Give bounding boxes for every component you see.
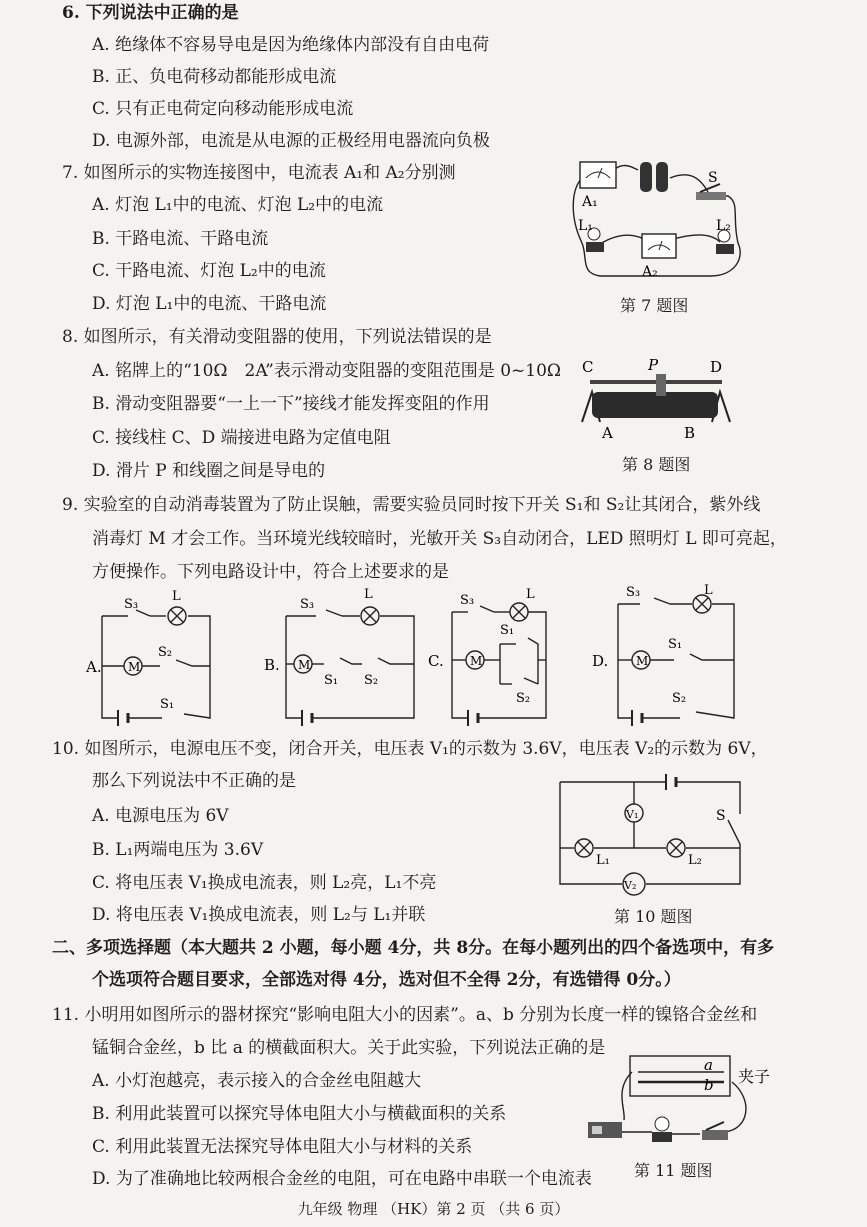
q11-line-2: 锰铜合金丝，b 比 a 的横截面积大。关于此实验，下列说法正确的是 (92, 1038, 606, 1058)
q11-caption: 第 11 题图 (634, 1161, 713, 1180)
circuit-d-m: M (636, 654, 649, 668)
label-d: D (710, 358, 723, 376)
label-v2: V₂ (624, 879, 637, 892)
label-s: S (708, 170, 718, 186)
circuit-c (452, 603, 546, 726)
q8-caption: 第 8 题图 (622, 455, 691, 474)
ammeter-a2-icon (642, 234, 676, 258)
q10-option-d: D. 将电压表 V₁换成电流表，则 L₂与 L₁并联 (92, 905, 426, 925)
circuit-a-s2: S₂ (158, 645, 173, 660)
circuit-a-m: M (128, 660, 141, 674)
label-l2: L₂ (716, 218, 731, 234)
section-2-line-1: 二、多项选择题（本大题共 2 小题，每小题 4分，共 8分。在每小题列出的四个备选项中，有多 (52, 938, 775, 958)
q7-option-d: D. 灯泡 L₁中的电流、干路电流 (92, 294, 327, 314)
switch-icon (702, 1122, 728, 1140)
label-b: B (684, 424, 696, 442)
battery-box-icon (588, 1122, 622, 1138)
circuit-b-s3: S₃ (300, 597, 315, 612)
battery-icon (640, 162, 668, 192)
q11-line-1: 11. 小明用如图所示的器材探究“影响电阻大小的因素”。a、b 分别为长度一样的镍铬合金丝和 (52, 1005, 758, 1025)
circuit-c-m: M (470, 654, 483, 668)
q10-option-a: A. 电源电压为 6V (92, 806, 229, 826)
circuit-b-m: M (298, 658, 311, 672)
label-a: a (704, 1056, 713, 1074)
q6-option-a: A. 绝缘体不容易导电是因为绝缘体内部没有自由电荷 (92, 35, 490, 55)
label-a1: A₁ (582, 194, 598, 210)
label-a: A (602, 424, 613, 442)
switch-s-icon (696, 184, 726, 200)
q8-option-d: D. 滑片 P 和线圈之间是导电的 (92, 461, 326, 481)
circuit-b-l: L (364, 587, 373, 602)
q6-option-b: B. 正、负电荷移动都能形成电流 (92, 67, 337, 87)
option-b-label: B. (264, 656, 280, 674)
circuit-a-s3: S₃ (124, 597, 139, 612)
q10-option-b: B. L₁两端电压为 3.6V (92, 840, 264, 860)
label-s: S (716, 808, 726, 824)
q8-option-c: C. 接线柱 C、D 端接进电路为定值电阻 (92, 428, 391, 448)
q8-option-a: A. 铭牌上的“10Ω 2A”表示滑动变阻器的变阻范围是 0~10Ω (92, 361, 561, 381)
q6-stem: 6. 下列说法中正确的是 (62, 3, 239, 23)
q7-caption: 第 7 题图 (620, 296, 689, 315)
label-c: C (582, 358, 594, 376)
circuit-d-s3: S₃ (626, 585, 641, 600)
q10-figure (550, 768, 760, 898)
q7-figure (560, 148, 760, 290)
option-d-label: D. (592, 652, 609, 670)
circuit-a-s1: S₁ (160, 697, 175, 712)
q11-option-c: C. 利用此装置无法探究导体电阻大小与材料的关系 (92, 1137, 473, 1157)
q6-option-c: C. 只有正电荷定向移动能形成电流 (92, 99, 354, 119)
bulb-icon (652, 1117, 672, 1142)
page-footer: 九年级 物理 （HK）第 2 页 （共 6 页） (297, 1200, 570, 1218)
circuit-c-l: L (526, 587, 535, 602)
q11-option-a: A. 小灯泡越亮，表示接入的合金丝电阻越大 (92, 1071, 422, 1091)
circuit-d-s2: S₂ (672, 691, 687, 706)
label-p: P (648, 356, 659, 374)
ammeter-a1-icon (580, 162, 616, 188)
circuit-c-s1: S₁ (500, 623, 515, 638)
q6-option-d: D. 电源外部，电流是从电源的正极经用电器流向负极 (92, 131, 490, 151)
option-c-label: C. (428, 652, 444, 670)
q7-option-a: A. 灯泡 L₁中的电流、灯泡 L₂中的电流 (92, 195, 384, 215)
q10-option-c: C. 将电压表 V₁换成电流表，则 L₂亮，L₁不亮 (92, 873, 437, 893)
q9-figure (80, 584, 760, 728)
circuit-a-l: L (172, 589, 181, 604)
label-l1: L₁ (596, 853, 610, 868)
q11-figure (574, 1050, 794, 1158)
label-v1: V₁ (626, 808, 639, 821)
circuit-c-s2: S₂ (516, 691, 531, 706)
circuit-d-s1: S₁ (668, 637, 683, 652)
option-a-label: A. (86, 658, 102, 676)
q11-option-d: D. 为了准确地比较两根合金丝的电阻，可在电路中串联一个电流表 (92, 1169, 592, 1189)
q8-stem: 8. 如图所示，有关滑动变阻器的使用，下列说法错误的是 (62, 327, 492, 347)
label-l1: L₁ (578, 218, 593, 234)
q10-line-2: 那么下列说法中不正确的是 (92, 771, 296, 791)
label-a2: A₂ (642, 264, 658, 280)
label-clip: 夹子 (738, 1067, 771, 1086)
q7-stem: 7. 如图所示的实物连接图中，电流表 A₁和 A₂分别测 (62, 163, 456, 183)
q8-figure (570, 352, 740, 448)
q11-option-b: B. 利用此装置可以探究导体电阻大小与横截面积的关系 (92, 1104, 507, 1124)
circuit-c-s3: S₃ (460, 593, 475, 608)
q9-line-2: 消毒灯 M 才会工作。当环境光线较暗时，光敏开关 S₃自动闭合，LED 照明灯 L 即可亮起， (92, 529, 787, 549)
q8-option-b: B. 滑动变阻器要“一上一下”接线才能发挥变阻的作用 (92, 394, 490, 414)
circuit-a (102, 607, 210, 726)
q7-option-c: C. 干路电流、灯泡 L₂中的电流 (92, 261, 326, 281)
section-2-line-2: 个选项符合题目要求，全部选对得 4分，选对但不全得 2分，有选错得 0分。） (92, 970, 681, 990)
label-l2: L₂ (688, 853, 702, 868)
circuit-b-s2: S₂ (364, 673, 379, 688)
q9-line-1: 9. 实验室的自动消毒装置为了防止误触，需要实验员同时按下开关 S₁和 S₂让其闭合，紫外线 (62, 495, 761, 515)
circuit-b-s1: S₁ (324, 673, 339, 688)
q10-line-1: 10. 如图所示，电源电压不变，闭合开关，电压表 V₁的示数为 3.6V，电压表 V₂的示数为 6V， (52, 739, 768, 759)
rheostat-icon (582, 374, 730, 422)
q10-caption: 第 10 题图 (614, 907, 693, 926)
q7-option-b: B. 干路电流、干路电流 (92, 229, 269, 249)
q9-line-3: 方便操作。下列电路设计中，符合上述要求的是 (92, 562, 449, 582)
circuit-d-l: L (704, 584, 713, 598)
label-b: b (704, 1076, 714, 1094)
